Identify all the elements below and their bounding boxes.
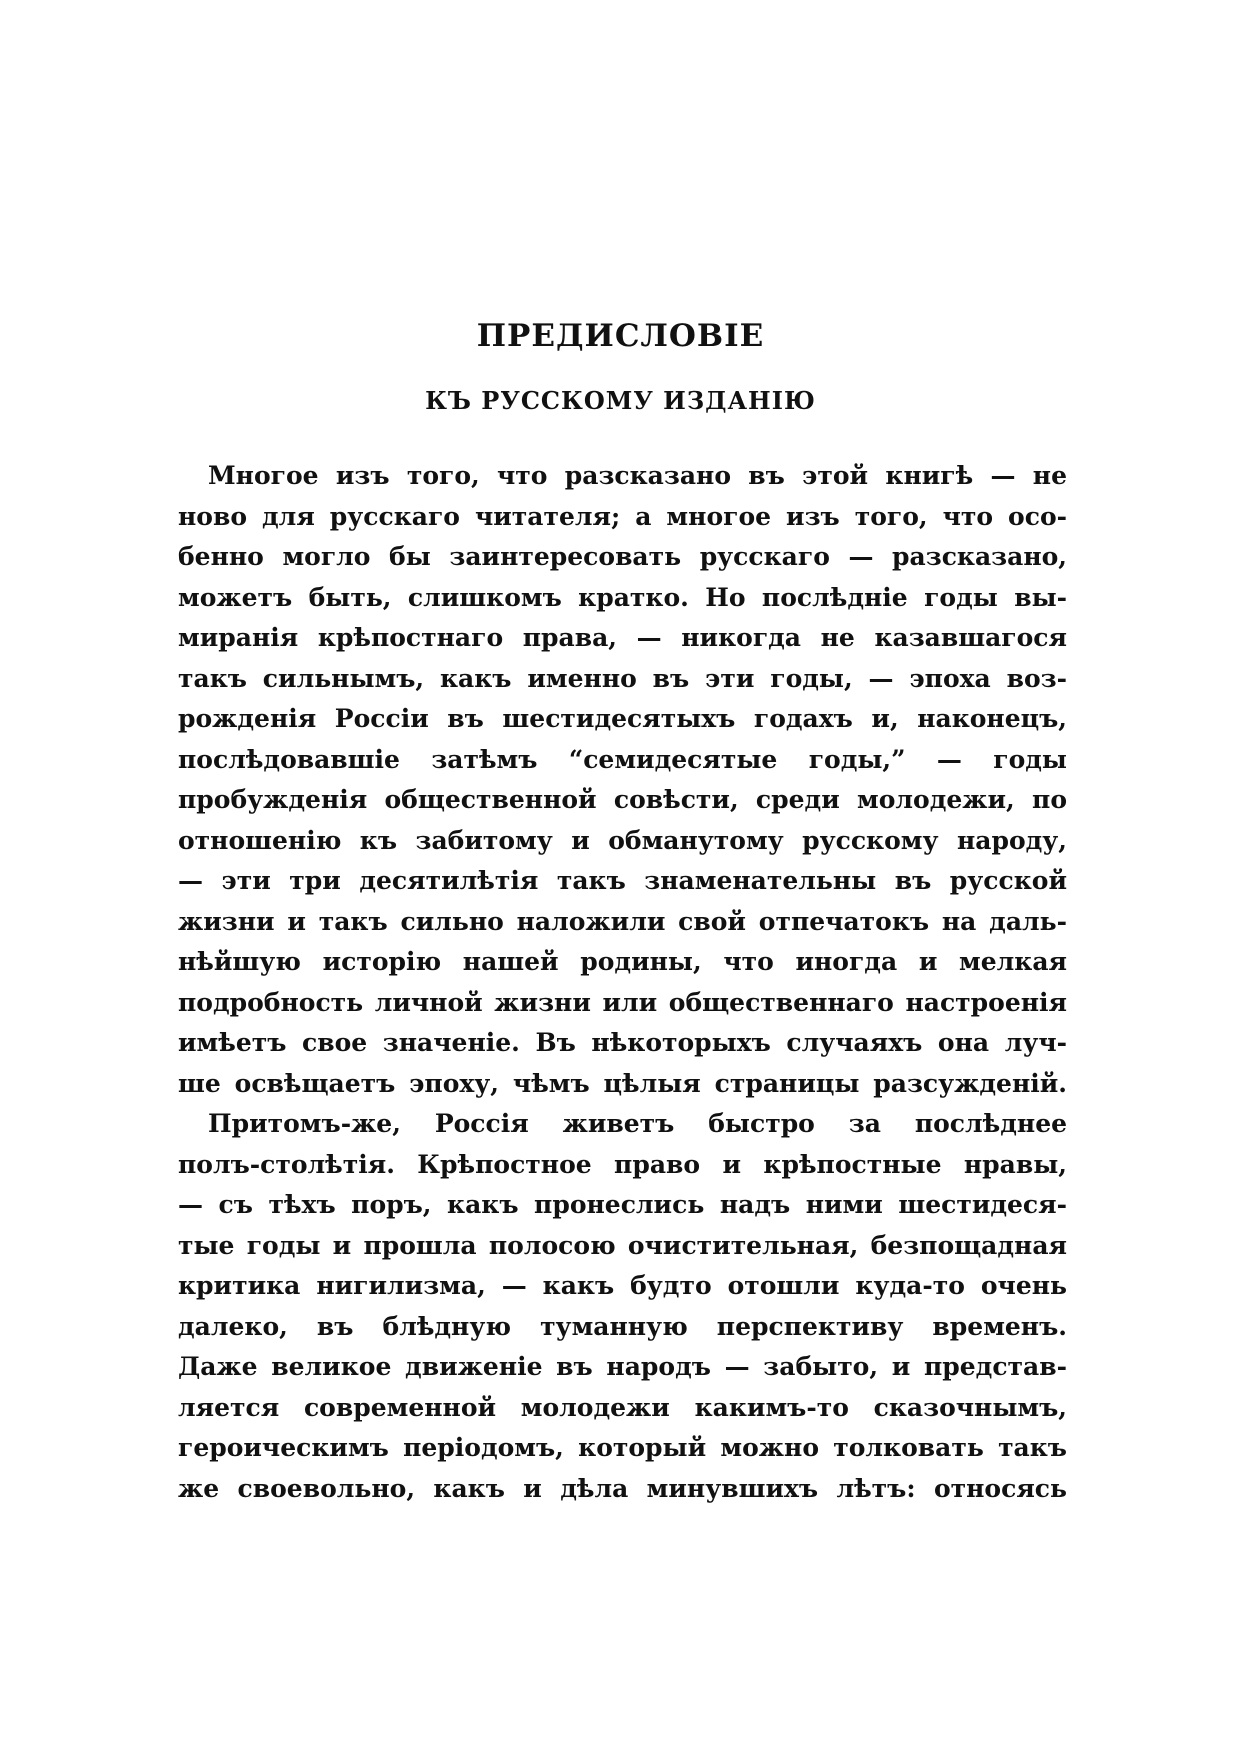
text-line: далеко, въ блѣдную туманную перспективу временъ. (178, 1311, 1067, 1341)
text-line: имѣетъ свое значеніе. Въ нѣкоторыхъ случаяхъ она луч- (178, 1028, 1067, 1057)
text-line: отношенію къ забитому и обманутому русскому народу, (178, 825, 1067, 855)
text-line: Многое изъ того, что разсказано въ этой книгѣ — не (208, 461, 1067, 490)
text-line: критика нигилизма, — какъ будто отошли куда-то очень (178, 1271, 1067, 1300)
body-text (178, 456, 1067, 1509)
text-line: подробность личной жизни или общественнаго настроенія (178, 987, 1067, 1017)
text-line: полъ-столѣтія. Крѣпостное право и крѣпостные нравы, (178, 1149, 1067, 1179)
text-line: можетъ быть, слишкомъ кратко. Но послѣдніе годы вы- (178, 582, 1067, 612)
text-line: послѣдовавшіе затѣмъ “семидесятые годы,” — годы (178, 744, 1067, 774)
text-line: Притомъ-же, Россія живетъ быстро за послѣднее (208, 1109, 1067, 1138)
text-line: тые годы и прошла полосою очистительная, безпощадная (178, 1230, 1067, 1260)
text-line: ново для русскаго читателя; а многое изъ того, что осо- (178, 501, 1067, 531)
text-line: Даже великое движеніе въ народъ — забыто, и представ- (178, 1352, 1067, 1381)
text-line: рожденія Россіи въ шестидесятыхъ годахъ и, наконецъ, (178, 704, 1067, 733)
text-line: жизни и такъ сильно наложили свой отпечатокъ на даль- (178, 906, 1067, 936)
text-line: — эти три десятилѣтія такъ знаменательны въ русской (178, 866, 1067, 895)
text-line: же своевольно, какъ и дѣла минувшихъ лѣтъ: относясь (178, 1473, 1067, 1503)
text-line: — съ тѣхъ поръ, какъ пронеслись надъ ними шестидеся- (178, 1190, 1067, 1219)
page-subtitle: КЪ РУССКОМУ ИЗДАНІЮ (425, 386, 816, 415)
page-title: ПРЕДИСЛОВІЕ (476, 318, 765, 354)
text-line: героическимъ періодомъ, который можно толковать такъ (178, 1433, 1067, 1462)
text-line: ляется современной молодежи какимъ-то сказочнымъ, (178, 1392, 1067, 1422)
text-line: миранія крѣпостнаго права, — никогда не казавшагося (178, 623, 1067, 652)
text-line: ше освѣщаетъ эпоху, чѣмъ цѣлыя страницы разсужденій. (178, 1068, 1067, 1098)
text-line: нѣйшую исторію нашей родины, что иногда и мелкая (178, 947, 1067, 976)
text-line: такъ сильнымъ, какъ именно въ эти годы, — эпоха воз- (178, 663, 1067, 693)
text-line: бенно могло бы заинтересовать русскаго — разсказано, (178, 542, 1067, 571)
text-line: пробужденія общественной совѣсти, среди молодежи, по (178, 785, 1067, 814)
